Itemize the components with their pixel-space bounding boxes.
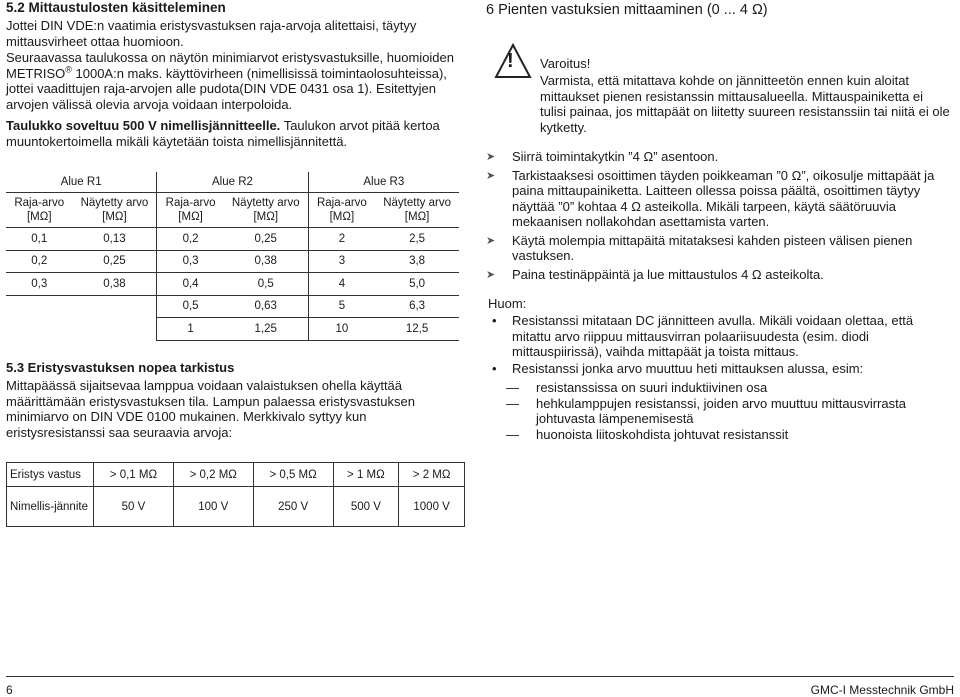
table-cell: 2,5	[375, 228, 459, 251]
company-name: GMC-I Messtechnik GmbH	[810, 683, 954, 697]
warning-text: Varmista, että mitattava kohde on jännitteetön ennen kuin aloitat mittaukset pienen resistanssin mittausalueella. Mittauspainiketta ei tulisi painaa, jos mittapäät on liitetty suureen resistanssiin tai niitä ei ole kytketty.	[540, 73, 950, 135]
column-header: Raja-arvo [MΩ]	[308, 193, 375, 228]
bullet-text: Resistanssi mitataan DC jännitteen avulla. Mikäli voidaan olettaa, että mitattu arvo riippuu mittausvirran polaariisuudesta (esim. diodi mittauspiirissä), vaihda mittapäät ja toista mittaus.	[512, 313, 914, 359]
list-item	[486, 361, 952, 377]
paragraph-quick-check: Mittapäässä sijaitsevaa lamppua voidaan valaistuksen ohella käyttää määrittämään eristysvastuksen tila. Lampun palaessa eristysvastuksen minimiarvo on DIN VDE 0100 mukainen. Merkkivalo syttyy kun eristysresistanssi saa seuraavia arvoja:	[6, 378, 415, 440]
paragraph-voltage-note	[6, 118, 468, 149]
table-cell	[73, 318, 157, 341]
list-item	[486, 267, 952, 283]
table-cell: 0,38	[73, 273, 157, 296]
paragraph-intro: Jottei DIN VDE:n vaatimia eristysvastuksen raja-arvoja alitettaisi, täytyy mittausvirheet ottaa huomioon.	[6, 18, 417, 49]
table-cell: 0,4	[157, 273, 224, 296]
table-cell: 0,3	[157, 250, 224, 273]
column-header: Näytetty arvo [MΩ]	[73, 193, 157, 228]
bullet-icon: •	[492, 360, 497, 376]
table-cell: 250 V	[253, 487, 333, 527]
table-cell: 0,63	[224, 295, 308, 318]
bullet-text: Resistanssi jonka arvo muuttuu heti mittauksen alussa, esim:	[512, 360, 864, 376]
range-table	[6, 172, 459, 341]
group-header-r1: Alue R1	[6, 172, 157, 193]
column-header: Näytetty arvo [MΩ]	[224, 193, 308, 228]
table-row	[7, 463, 465, 487]
step-text: Paina testinäppäintä ja lue mittaustulos 4 Ω asteikolta.	[512, 266, 824, 282]
table-cell: 0,5	[224, 273, 308, 296]
table-row	[6, 318, 459, 341]
table-cell: > 1 MΩ	[333, 463, 399, 487]
para2-part-b: 1000A:n maks. käyttövirheen (nimellisissä toimintaolosuhteissa), jottei vaadittujen raja-arvojen alle pudota(DIN VDE 0431 osa 1). Esitettyjen arvojen välissä olevia arvoja voidaan interpoloida.	[6, 65, 447, 112]
dash-text: resistanssissa on suuri induktiivinen osa	[536, 380, 768, 395]
table-row	[6, 228, 459, 251]
table-cell: 50 V	[94, 487, 174, 527]
table-cell: 0,13	[73, 228, 157, 251]
table-cell: 0,38	[224, 250, 308, 273]
voltage-note-rest: Taulukon arvot pitää kertoa muuntokertoimella mikäli käytetään toista nimellisjännitettä.	[6, 118, 440, 149]
table-cell: 2	[308, 228, 375, 251]
footer-divider	[6, 676, 954, 677]
arrow-icon: ➤	[486, 234, 496, 247]
bullet-icon: •	[492, 313, 497, 328]
table-cell: 0,2	[157, 228, 224, 251]
voltage-note-bold: Taulukko soveltuu 500 V nimellisjännitteelle.	[6, 118, 281, 133]
table-row	[6, 295, 459, 318]
section-6-heading: 6 Pienten vastuksien mittaaminen (0 ... 4 Ω)	[486, 2, 768, 18]
table-cell: 0,3	[6, 273, 73, 296]
step-text: Käytä molempia mittapäitä mitataksesi kahden pisteen välisen pienen vastuksen.	[512, 232, 913, 263]
steps-list	[486, 149, 952, 282]
arrow-icon: ➤	[486, 151, 496, 163]
column-header: Raja-arvo [MΩ]	[157, 193, 224, 228]
note-title: Huom:	[488, 296, 527, 311]
registered-mark: ®	[65, 64, 72, 75]
table-cell: Nimellis-jännite	[7, 487, 94, 527]
table-cell: > 0,2 MΩ	[173, 463, 253, 487]
table-row	[6, 250, 459, 273]
dash-text: hehkulamppujen resistanssi, joiden arvo muuttuu mittausvirrasta johtuvasta lämpenemisestä	[536, 395, 906, 426]
section-5-2-heading: 5.2 Mittaustulosten käsitteleminen	[6, 0, 226, 15]
table-cell: 0,5	[157, 295, 224, 318]
group-header-r2: Alue R2	[157, 172, 308, 193]
page-number: 6	[6, 683, 13, 697]
table-cell: 500 V	[333, 487, 399, 527]
list-item	[486, 233, 952, 264]
table-cell: > 0,1 MΩ	[94, 463, 174, 487]
arrow-icon: ➤	[486, 268, 496, 281]
table-cell: 0,1	[6, 228, 73, 251]
table-cell	[73, 295, 157, 318]
table-cell: 3,8	[375, 250, 459, 273]
table-cell: 0,25	[73, 250, 157, 273]
table-cell: 4	[308, 273, 375, 296]
table-cell	[6, 318, 73, 341]
list-item	[486, 149, 952, 165]
table-cell: 0,25	[224, 228, 308, 251]
table-cell: > 2 MΩ	[399, 463, 465, 487]
table-cell: 100 V	[173, 487, 253, 527]
dash-icon: —	[506, 426, 519, 442]
table-cell: 1000 V	[399, 487, 465, 527]
table-cell: 6,3	[375, 295, 459, 318]
list-item	[486, 313, 952, 360]
dash-text: huonoista liitoskohdista johtuvat resistanssit	[536, 426, 789, 442]
table-cell: > 0,5 MΩ	[253, 463, 333, 487]
table-cell: 10	[308, 318, 375, 341]
indicator-table	[6, 462, 465, 527]
list-item	[486, 427, 952, 443]
table-cell: Eristys vastus	[7, 463, 94, 487]
step-text: Tarkistaaksesi osoittimen täyden poikkeaman ”0 Ω”, oikosulje mittapäät ja paina mittaupainiketta. Laitteen ollessa poissa päältä, osoittimen täytyy näyttää ”0” kohtaa 4 Ω asteikolla. Mikäli tarpeen, käytä säätöruuvia mekaanisen nollakohdan asettamista varten.	[512, 167, 935, 229]
table-cell: 12,5	[375, 318, 459, 341]
group-header-r3: Alue R3	[308, 172, 459, 193]
warning-exclamation: !	[507, 50, 514, 72]
table-row	[6, 273, 459, 296]
para2-part-a: Seuraavassa taulukossa on näytön minimiarvot eristysvastuksille, huomioiden METRISO	[6, 50, 454, 81]
list-item	[486, 396, 952, 427]
table-cell	[6, 295, 73, 318]
paragraph-table-description	[6, 50, 468, 112]
list-item	[486, 168, 952, 230]
dash-icon: —	[506, 380, 519, 395]
column-header: Raja-arvo [MΩ]	[6, 193, 73, 228]
note-list	[486, 313, 952, 442]
warning-title: Varoitus!	[540, 56, 591, 71]
section-5-3-heading: 5.3 Eristysvastuksen nopea tarkistus	[6, 360, 235, 375]
table-cell: 5	[308, 295, 375, 318]
step-text: Siirrä toimintakytkin ”4 Ω” asentoon.	[512, 149, 719, 164]
range-table-wrapper	[6, 172, 459, 341]
arrow-icon: ➤	[486, 169, 496, 182]
table-cell: 0,2	[6, 250, 73, 273]
table-cell: 1,25	[224, 318, 308, 341]
list-item	[486, 380, 952, 396]
table-cell: 1	[157, 318, 224, 341]
table-cell: 5,0	[375, 273, 459, 296]
table-cell: 3	[308, 250, 375, 273]
table-row	[7, 487, 465, 527]
dash-icon: —	[506, 395, 519, 411]
column-header: Näytetty arvo [MΩ]	[375, 193, 459, 228]
